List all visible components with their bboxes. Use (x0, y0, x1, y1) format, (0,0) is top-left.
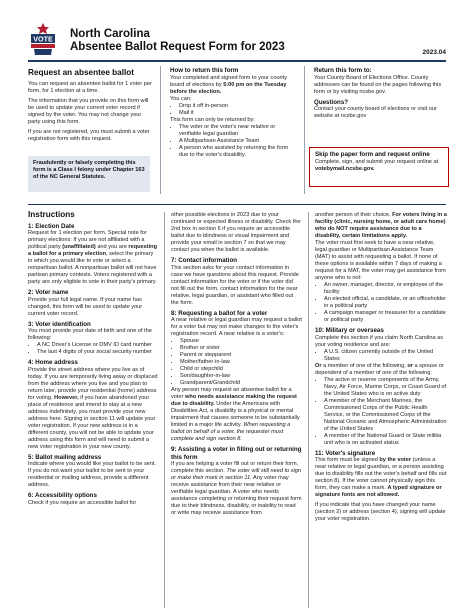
online-box-text: Complete, sign, and submit your request online at (315, 159, 439, 165)
s11-text-b: by the voter (379, 457, 412, 463)
s4-heading: 4: Home address (28, 359, 78, 366)
s4-text-a: Provide the street address where you live as of today. If you are temporarily living away or displaced from the address where you live and you plan to return later, provide your residential (home) address for voting. (28, 366, 158, 401)
list-item: • Mother/father-in-law (180, 359, 302, 366)
header-divider (28, 60, 446, 62)
list-item: • Child or stepchild (180, 366, 302, 373)
list-item: • An owner, manager, director, or employee of the facility (324, 282, 448, 296)
s11-text-e: If you indicate that you have changed your name (section 2) or address (section 4), signing will update your voter registration. (315, 502, 446, 522)
list-item: • Brother or sister (180, 345, 302, 352)
s4-text-b: However, (54, 394, 79, 401)
s10b-text-c: or (407, 362, 413, 369)
list-item: • An elected official, a candidate, or an officeholder in a political party (324, 296, 448, 310)
s2-heading: 2: Voter name (28, 289, 69, 296)
s1-text-c: and you are (95, 244, 129, 250)
instructions-column-1 (28, 210, 159, 507)
s1-text-b: (unaffiliated) (62, 244, 96, 250)
column-divider-2 (304, 66, 305, 194)
section-divider (28, 204, 446, 205)
list-item: • The active or reserve components of the Army, Navy, Air Force, Marine Corps, or Coast Guard of the United States who is on active duty (324, 377, 448, 398)
return-methods-list (170, 103, 298, 117)
page-title (70, 28, 285, 54)
list-item: • The last 4 digits of your social security number (37, 349, 159, 356)
questions-text: Contact your county board of elections or visit our website at ncsbe.gov (314, 106, 437, 119)
s9-text-c: Any voter may receive assistance from their near relative or verifiable legal guardian. A voter who needs assistance completing or returning their request form due to their blindness, disability, or inability to read or write may receive assistance from (171, 475, 302, 516)
s1-text-e: , select the primary in which you would like to vote or select a nonpartisan ballot. A nonpartisan ballot will not have partisan primary contests. Voters registered with a party are only eligible to vote in their party's primary. (28, 251, 157, 285)
return-deadline-bold: 5:00 pm on the Tuesday before the election. (170, 81, 287, 95)
list-item: • Spouse (180, 338, 302, 345)
return-to-text: Your County Board of Elections Office. County addresses can be found on the pages following this form or by visiting ncsbe.gov. (314, 74, 442, 95)
you-can-text: You can: (170, 95, 192, 102)
online-request-box[interactable] (309, 147, 449, 187)
list-item: • Son/daughter-in-law (180, 373, 302, 380)
column-divider-4 (308, 212, 309, 608)
s3-text: You must provide your date of birth and one of the following: (28, 328, 152, 341)
return-how-column (170, 67, 298, 159)
return-to-heading: Return this form to: (314, 67, 372, 74)
s8-text: A near relative or legal guardian may request a ballot for a voter but may not make changes to the voter's registration record. A near relative is a voter's: (171, 317, 302, 337)
column-divider-3 (164, 212, 165, 608)
s11-text-a: This form must be signed (315, 457, 380, 463)
s11-text-d: A typed signature or signature fonts are not allowed. (315, 485, 442, 498)
list-item: • Grandparent/Grandchild (180, 380, 302, 387)
column-divider-1 (160, 66, 161, 194)
logo-text: VOTE (33, 34, 53, 44)
s8b-text-b: who needs assistance making the request due to disability. (171, 394, 297, 407)
intro-p2: The information that you provide on this form will be used to update your current voter record if signed by the voter. You may not change your party using this form. (28, 97, 149, 125)
return-how-heading: How to return this form (170, 67, 239, 74)
title-line-1: North Carolina (70, 28, 150, 40)
return-deadline-text: Your completed and signed form to your county board of elections by (170, 74, 288, 88)
instructions-column-3 (315, 212, 448, 523)
s11-heading: 11: Voter's signature (315, 449, 376, 457)
s1-text-a: Request for 1 election per form. Special note for primary elections: If you are not affiliated with a political party (28, 230, 147, 250)
s1-heading: 1: Election Date (28, 222, 75, 230)
list-item: • A member of the National Guard or State militia unit who is on activated status (324, 433, 448, 447)
title-line-2: Absentee Ballot Request Form for 2023 (70, 41, 285, 53)
s10b-text-b: a member of one of the following, (321, 362, 408, 369)
instructions-column-2 (171, 212, 302, 517)
s7-text: This section asks for your contact information in case we have questions about this request. Provide contact information for the voter or if the voter did not fill out the form, contact information for the near relative, legal guardian, or assistant who filled out the form. (171, 264, 299, 306)
returned-by-text: This form can only be returned by: (170, 116, 255, 123)
s1-text-d: requesting a ballot for a primary election (28, 244, 158, 257)
online-box-heading: Skip the paper form and request online (315, 151, 430, 158)
list-item: • A member of the Merchant Marines, the Commissioned Corps of the Public Health Service, or the Commissioned Corps of the National Oceanic and Atmospheric Administration of the United States (324, 398, 448, 433)
list-item: • A campaign manager or treasurer for a candidate or political party (324, 310, 448, 324)
vote-logo-icon (30, 22, 56, 56)
s9-heading: 9: Assisting a voter in filling out or returning this form (171, 446, 302, 461)
intro-p3: If you are not registered, you must submit a voter registration form with this request. (28, 128, 150, 142)
list-item: • Mail it (179, 110, 298, 117)
s6-heading: 6: Accessibility options (28, 492, 97, 499)
s8b-text-c: Under the Americans with Disabilities Act, a disability is a physical or mental impairment that causes someone to be substantially limited in a major life activity. (171, 401, 300, 428)
s9-continued-c: The voter must first seek to have a near relative, legal guardian or Multipartisan Assistance Team (MAT) to assist with requesting a ballot. If none of these options is available within 7 days of making a request for a MAT, the voter may get assistance from anyone who is not: (315, 240, 446, 281)
list-item: • A person who assisted by returning the form due to the voter's disability. (179, 145, 298, 159)
list-item: • A U.S. citizen currently outside of the United States (324, 349, 448, 363)
s5-text: Indicate where you would like your ballot to be sent. If you do not want your ballot to be sent to your residential or mailing address, provide a different address. (28, 461, 157, 488)
list-item: • Parent or stepparent (180, 352, 302, 359)
request-heading: Request an absentee ballot (28, 68, 135, 77)
s8b-text-a: Any person may request an absentee ballot for a voter (171, 387, 292, 400)
s8-heading: 8: Requesting a ballot for a voter (171, 309, 268, 317)
s10-text: Complete this section if you claim North Carolina as your voting residence and are: (315, 334, 444, 348)
s10b-text-d: a spouse or dependent of a member of one of the following: (315, 362, 444, 376)
list-item: • Drop it off in-person (179, 103, 298, 110)
returners-list (170, 124, 298, 159)
list-item: • A Multipartisan Assistance Team (179, 138, 298, 145)
s3-heading: 3: Voter identification (28, 320, 91, 328)
intro-column (28, 68, 152, 143)
s8b-text-d: When requesting a ballot on behalf of a voter, the requester must complete and sign section 8. (171, 422, 291, 442)
instructions-heading: Instructions (28, 210, 75, 219)
intro-p1: You can request an absentee ballot for 1 voter per form, for 1 election at a time. (28, 80, 152, 94)
s9-text-a: If you are helping a voter fill out or return their form, complete this section. (171, 461, 299, 474)
s2-text: Provide your full legal name. If your name has changed, this form will be used to update your current voter record. (28, 296, 143, 317)
s11-text-c: (unless a near relative or legal guardian, or a person assisting due to disability fills out the voter's behalf and fills out section 8). If the voter cannot physically sign this form, they can make a mark. (315, 457, 447, 491)
s6-continued-text: other possible elections in 2023 due to your continued or expected illness or disability. Check the 2nd box in section 6 if you require an accessible ballot due to blindness or visual impairment and provide your email in section 7 so that we may contact you when the ballot is available. (171, 212, 301, 253)
questions-heading: Questions? (314, 98, 349, 106)
list-item: • The voter or the voter's near relative or verifiable legal guardian (179, 124, 298, 138)
list-item: • A NC Driver's License or DMV ID card number (37, 342, 159, 349)
s9-continued-b: For voters living in a facility (clinic, nursing home, or adult care home) who do NOT require assistance due to a disability, certain limitations apply. (315, 212, 447, 239)
s6-text: Check if you require an accessible ballot for (28, 499, 137, 506)
felony-warning-text: Fraudulently or falsely completing this form is a Class I felony under Chapter 163 of the NC General Statutes. (33, 160, 145, 180)
s9-text-b: The voter will still need to sign or make their mark in section 11. (171, 468, 301, 481)
s10-heading: 10: Military or overseas (315, 327, 384, 334)
s7-heading: 7: Contact information (171, 257, 237, 264)
document-number: 2023.04 (422, 49, 446, 56)
s10b-text-a: Or (315, 362, 322, 369)
s5-heading: 5: Ballot mailing address (28, 453, 102, 461)
online-link[interactable]: votebymail.ncsbe.gov. (315, 166, 375, 172)
s9-continued-a: another person of their choice. (315, 212, 393, 218)
return-to-column (314, 67, 448, 120)
felony-warning-box (28, 156, 150, 192)
s4-text-c: if you have abandoned your place of residence and intend to stay at a new address indefinitely, you must provide your new address here. Signing in section 11 will update your voter registration. If your new address is in a different county, you will not be able to update your address using this form and will need to submit a new voter registration in your new county. (28, 394, 156, 450)
